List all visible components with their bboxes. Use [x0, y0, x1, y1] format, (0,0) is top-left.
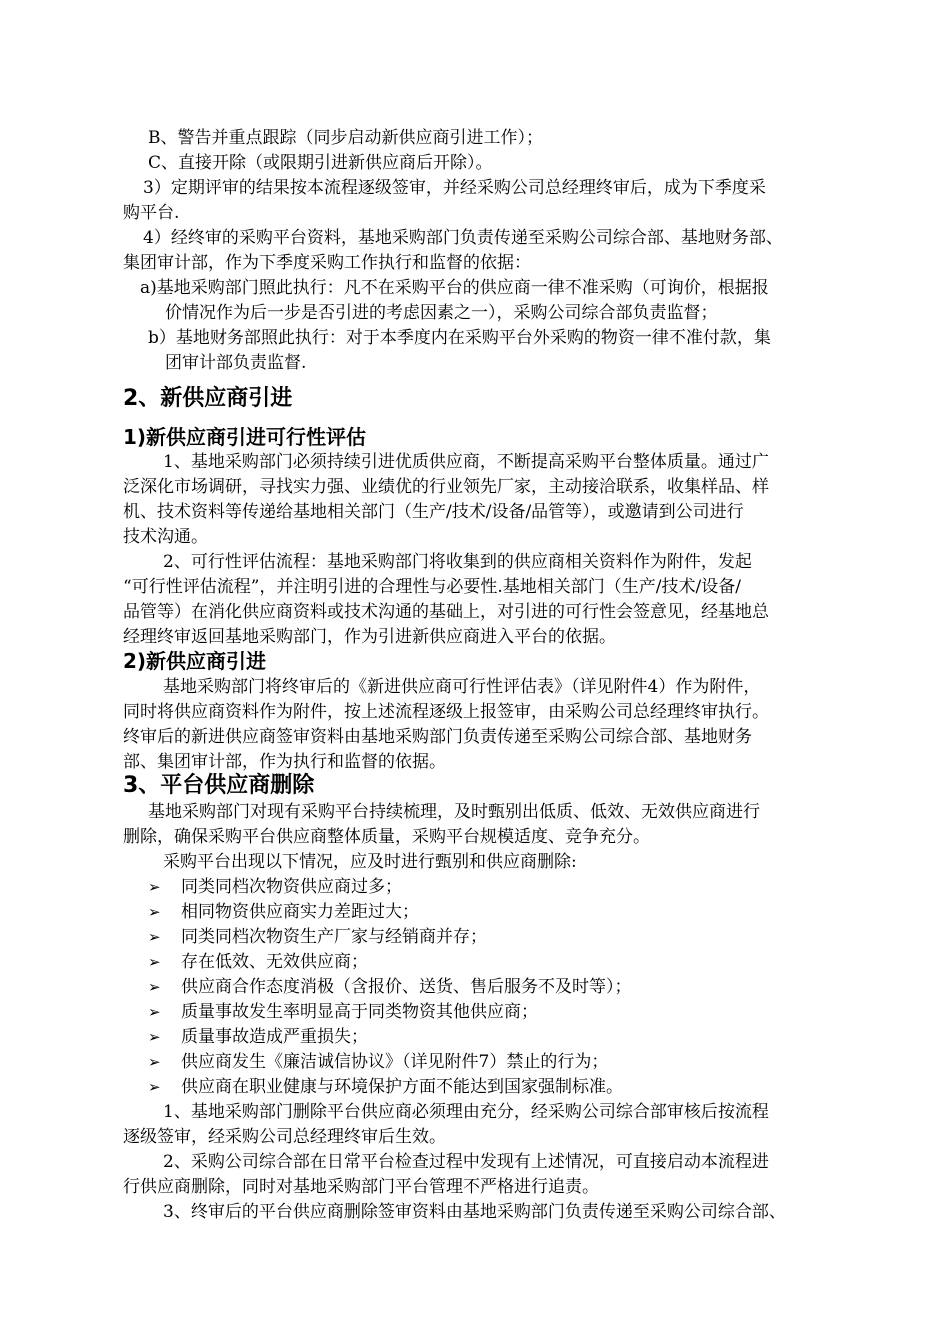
- list-item: 存在低效、无效供应商；: [181, 952, 368, 972]
- list-item: 供应商发生《廉洁诚信协议》（详见附件7）禁止的行为；: [181, 1052, 609, 1072]
- list-item: 相同物资供应商实力差距过大；: [181, 902, 419, 922]
- paragraph-line: 泛深化市场调研，寻找实力强、业绩优的行业领先厂家，主动接洽联系，收集样品、样: [123, 477, 769, 497]
- paragraph-line: 逐级签审，经采购公司总经理终审后生效。: [123, 1127, 446, 1147]
- arrow-bullet-icon: ➢: [148, 1028, 161, 1046]
- arrow-bullet-icon: ➢: [148, 1053, 161, 1071]
- list-item: 供应商合作态度消极（含报价、送货、售后服务不及时等）；: [181, 977, 632, 997]
- paragraph-line: 技术沟通。: [123, 527, 208, 547]
- section-heading: 3、平台供应商删除: [123, 773, 315, 798]
- paragraph-line: 品管等）在消化供应商资料或技术沟通的基础上，对引进的可行性会签意见，经基地总: [123, 602, 769, 622]
- list-item: 同类同档次物资供应商过多；: [181, 877, 402, 897]
- paragraph-line: 行供应商删除，同时对基地采购部门平台管理不严格进行追责。: [123, 1177, 599, 1197]
- intro-line: 4）经终审的采购平台资料，基地采购部门负责传递至采购公司综合部、基地财务部、: [143, 228, 783, 248]
- arrow-bullet-icon: ➢: [148, 953, 161, 971]
- arrow-bullet-icon: ➢: [148, 1078, 161, 1096]
- intro-line: 3）定期评审的结果按本流程逐级签审，并经采购公司总经理终审后，成为下季度采: [143, 178, 766, 198]
- intro-line: B、警告并重点跟踪（同步启动新供应商引进工作）；: [148, 128, 543, 148]
- paragraph-line: 3、终审后的平台供应商删除签审资料由基地采购部门负责传递至采购公司综合部、: [163, 1202, 786, 1222]
- paragraph-line: 机、技术资料等传递给基地相关部门（生产/技术/设备/品管等），或邀请到公司进行: [123, 502, 744, 522]
- intro-line: 集团审计部，作为下季度采购工作执行和监督的依据：: [123, 253, 531, 273]
- paragraph-line: 基地采购部门对现有采购平台持续梳理，及时甄别出低质、低效、无效供应商进行: [148, 802, 760, 822]
- paragraph-line: 2、采购公司综合部在日常平台检查过程中发现有上述情况，可直接启动本流程进: [163, 1152, 769, 1172]
- arrow-bullet-icon: ➢: [148, 903, 161, 921]
- paragraph-line: 基地采购部门将终审后的《新进供应商可行性评估表》（详见附件4）作为附件，: [163, 677, 761, 697]
- section-heading: 2、新供应商引进: [123, 386, 293, 411]
- paragraph-line: 终审后的新进供应商签审资料由基地采购部门负责传递至采购公司综合部、基地财务: [123, 727, 752, 747]
- list-item: 供应商在职业健康与环境保护方面不能达到国家强制标准。: [181, 1077, 623, 1097]
- list-item: 质量事故造成严重损失；: [181, 1027, 368, 1047]
- arrow-bullet-icon: ➢: [148, 978, 161, 996]
- intro-line: C、直接开除（或限期引进新供应商后开除）。: [148, 153, 493, 173]
- list-item: 质量事故发生率明显高于同类物资其他供应商；: [181, 1002, 538, 1022]
- intro-line: 购平台.: [123, 203, 180, 223]
- arrow-bullet-icon: ➢: [148, 928, 161, 946]
- paragraph-line: “可行性评估流程”，并注明引进的合理性与必要性.基地相关部门（生产/技术/设备/: [123, 577, 741, 597]
- paragraph-line: 1、基地采购部门必须持续引进优质供应商，不断提高采购平台整体质量。通过广: [163, 452, 769, 472]
- list-item: 同类同档次物资生产厂家与经销商并存；: [181, 927, 487, 947]
- paragraph-line: 删除，确保采购平台供应商整体质量，采购平台规模适度、竞争充分。: [123, 827, 650, 847]
- paragraph-line: 同时将供应商资料作为附件，按上述流程逐级上报签审，由采购公司总经理终审执行。: [123, 702, 769, 722]
- arrow-bullet-icon: ➢: [148, 1003, 161, 1021]
- paragraph-line: 部、集团审计部，作为执行和监督的依据。: [123, 752, 446, 772]
- arrow-bullet-icon: ➢: [148, 878, 161, 896]
- paragraph-line: 经理终审返回基地采购部门，作为引进新供应商进入平台的依据。: [123, 627, 616, 647]
- intro-line: a)基地采购部门照此执行：凡不在采购平台的供应商一律不准采购（可询价，根据报: [140, 278, 769, 298]
- paragraph-line: 1、基地采购部门删除平台供应商必须理由充分，经采购公司综合部审核后按流程: [163, 1102, 769, 1122]
- intro-line: 团审计部负责监督.: [165, 353, 307, 373]
- intro-line: b）基地财务部照此执行：对于本季度内在采购平台外采购的物资一律不准付款，集: [148, 328, 771, 348]
- subsection-heading: 1)新供应商引进可行性评估: [123, 425, 367, 449]
- subsection-heading: 2)新供应商引进: [123, 649, 267, 673]
- paragraph-line: 采购平台出现以下情况，应及时进行甄别和供应商删除:: [163, 852, 577, 872]
- intro-line: 价情况作为后一步是否引进的考虑因素之一），采购公司综合部负责监督；: [165, 303, 718, 323]
- paragraph-line: 2、可行性评估流程：基地采购部门将收集到的供应商相关资料作为附件，发起: [163, 552, 752, 572]
